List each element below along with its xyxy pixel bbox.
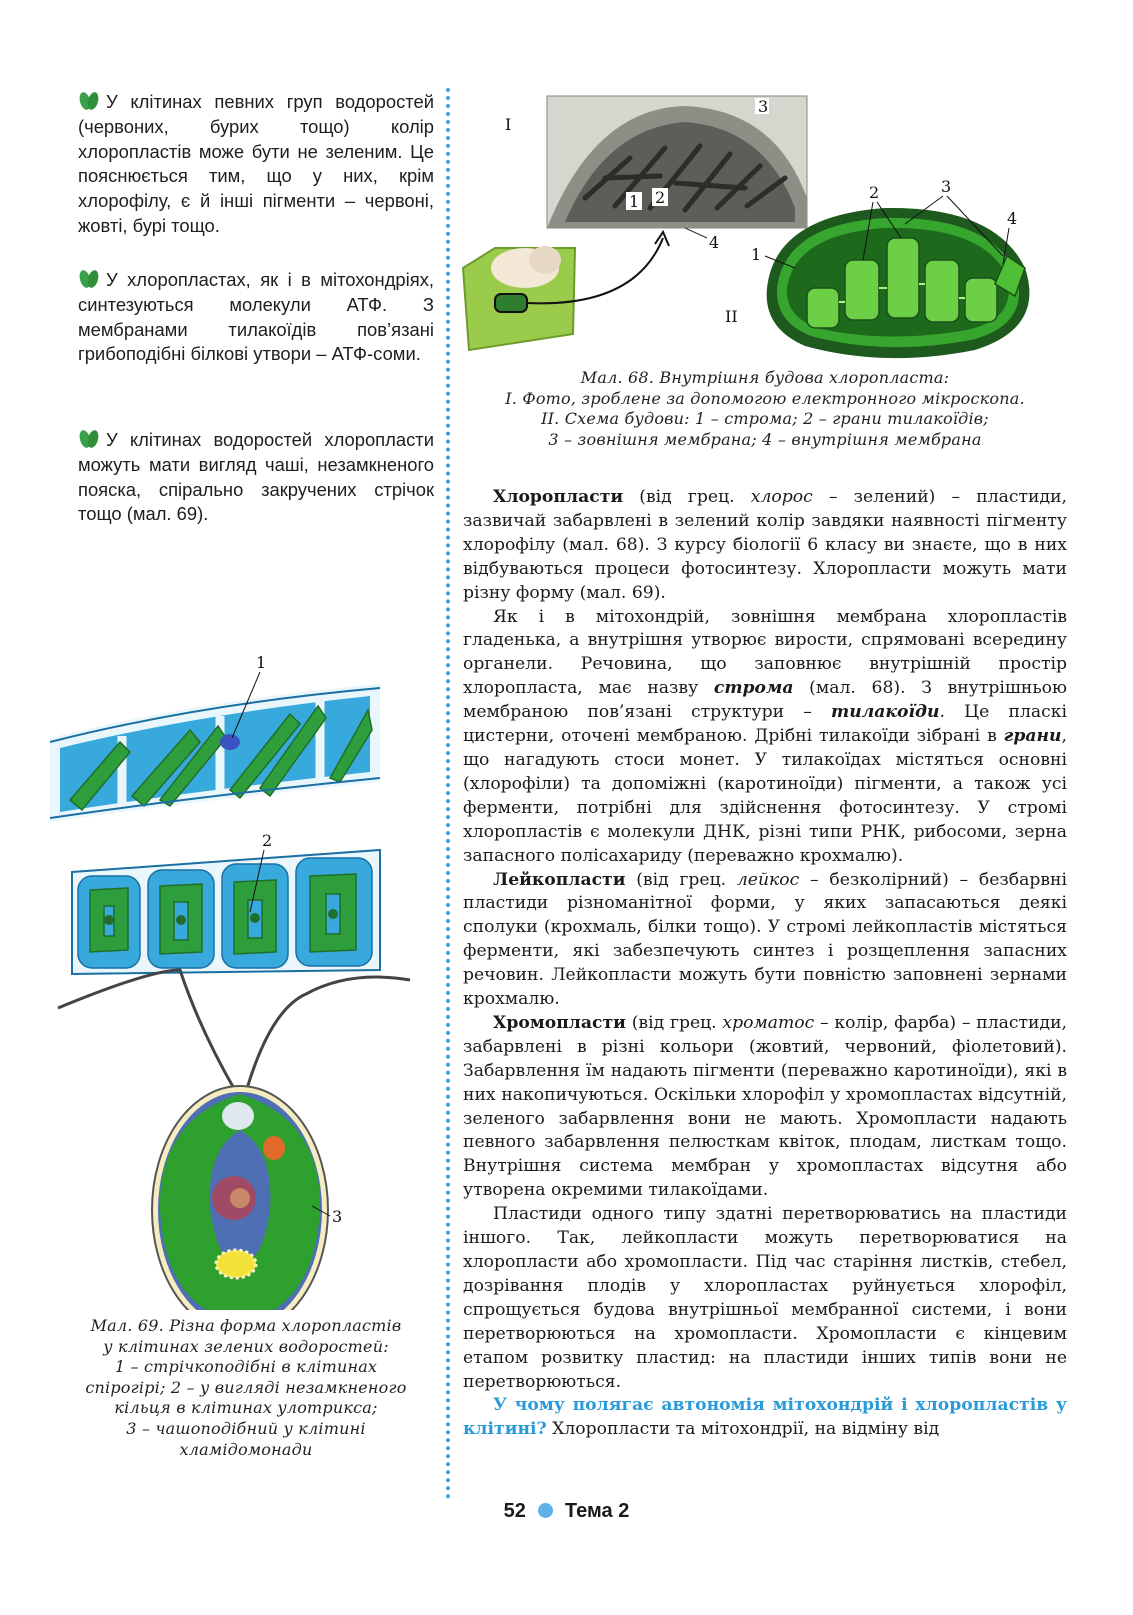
text-run: (мал. 68). З внутрішньою мембраною пов’язані структури –	[463, 678, 1067, 723]
greek-word: хроматос	[722, 1012, 815, 1033]
main-text	[463, 486, 1067, 1442]
term-chloroplasts: Хлоропласти	[493, 487, 624, 507]
column-divider	[446, 88, 450, 1500]
greek-word: лейкос	[736, 869, 800, 890]
caption-line: II. Схема будови: 1 – строма; 2 – грани тилакоїдів;	[541, 409, 989, 429]
term-chromoplasts: Хромопласти	[493, 1012, 626, 1033]
caption-line: у клітинах зелених водоростей:	[103, 1336, 389, 1356]
scheme-label-1: 1	[751, 245, 762, 264]
sidebar-note-text: У хлоропластах, як і в мітохондріях, синтезуються молекули АТФ. З мембранами тилакоїдів пов’язані грибоподібні білкові утвори – АТФ-соми.	[78, 269, 434, 365]
figure-68	[455, 88, 1075, 368]
chloroplast-scheme	[767, 208, 1030, 358]
caption-line: 3 – чашоподібний у клітині	[126, 1418, 366, 1438]
caption-line: Мал. 68. Внутрішня будова хлоропласта:	[580, 368, 950, 387]
sidebar-note-text: У клітинах певних груп водоростей (червоних, бурих тощо) колір хлоропластів може бути не зеленим. Це пояснюється тим, що у них, крім хлорофілу, є й інші пігменти – червоні, жовті, бурі тощо.	[78, 91, 434, 236]
paragraph-autonomy	[463, 1394, 1067, 1442]
term-thylakoids: тилакоїди	[831, 702, 940, 723]
chloroplast-illustration	[455, 88, 1075, 368]
scheme-label-4: 4	[1007, 209, 1018, 228]
greek-word: хлорос	[750, 487, 813, 507]
chlamydomonas-cell	[58, 970, 410, 1310]
figure-69-caption	[56, 1316, 436, 1460]
question-heading: У чому полягає автономія мітохондрій і хлоропластів у клітині?	[463, 1395, 1067, 1440]
text-run: , що нагадують стоси монет. У тилакоїдах містяться основні (хлорофіли) та допоміжні (каротиноїди) пігменти, а також усі ферменти, потрібні для здійснення фотосинтезу. У стромі хлоропластів є молекули ДНК, різні типи РНК, рибосоми, зерна запасного полісахариду (переважно крохмалю).	[463, 726, 1067, 866]
fig69-label-1: 1	[256, 653, 267, 672]
caption-line: 3 – зовнішня мембрана; 4 – внутрішня мембрана	[548, 429, 982, 449]
text-run: . Це пласкі цистерни, оточені мембраною. Дрібні тилакоїди зібрані в	[463, 702, 1067, 747]
em-label-3: 3	[758, 97, 769, 116]
paragraph-leucoplasts	[463, 869, 1067, 1012]
scheme-label-2: 2	[869, 183, 880, 202]
leaf-bullet-icon	[78, 429, 100, 449]
fig69-label-2: 2	[262, 831, 273, 850]
em-label-1: 1	[629, 192, 640, 211]
caption-line: 1 – стрічкоподібні в клітинах	[114, 1357, 378, 1377]
text-run: Хлоропласти та мітохондрії, на відміну від	[546, 1419, 940, 1440]
leaf-bullet-icon	[78, 269, 100, 289]
roman-label-2: II	[725, 307, 738, 326]
ulothrix-cells	[72, 850, 380, 974]
text-run: – зелений) – пластиди, зазвичай забарвлені в зелений колір завдяки наявності пігменту хлорофілу (мал. 68). З курсу біології 6 класу ви знаєте, що в них відбуваються процеси фотосинтезу. Хлоропласти можуть мати різну форму (мал. 69).	[463, 487, 1067, 603]
caption-line: хламідомонади	[179, 1439, 313, 1459]
caption-line: Мал. 69. Різна форма хлоропластів	[90, 1316, 402, 1335]
fig69-label-3: 3	[332, 1207, 343, 1226]
caption-line: спірогірі; 2 – у вигляді незамкненого	[85, 1377, 407, 1397]
text-run: (від грец.	[625, 1012, 723, 1033]
term-leucoplasts: Лейкопласти	[493, 869, 626, 890]
text-run: (від грец.	[623, 487, 751, 507]
leaf-bullet-icon	[78, 91, 100, 111]
plant-cell-drawing	[463, 246, 575, 350]
sidebar-note-2	[78, 268, 434, 367]
figure-69	[50, 650, 430, 1310]
paragraph-structure	[463, 606, 1067, 869]
paragraph-chromoplasts	[463, 1012, 1067, 1203]
em-label-4: 4	[709, 233, 720, 252]
text-run: (від грец.	[625, 869, 737, 890]
sidebar-note-3	[78, 428, 434, 527]
paragraph-transformation: Пластиди одного типу здатні перетворюватись на пластиди іншого. Так, лейкопласти можуть перетворюватися на хлоропласти або хромопласти. Під час старіння листків, стебел, дозрівання плодів у хлоропластах руйнується хлорофіл, спрощується будова внутрішньої мембранної системи, і вони перетворюються на хромопласти. Хромопласти є кінцевим етапом розвитку пластид: на пластиди інших типів вони не перетворюються.	[463, 1204, 1067, 1392]
page-number: 52	[503, 1500, 526, 1522]
spirogyra-cells	[50, 684, 380, 822]
roman-label-1: I	[505, 115, 512, 134]
text-run: – колір, фарба) – пластиди, забарвлені в різні кольори (жовтий, червоний, фіолетовий). Забарвлення їм надають пігменти (переважно каротиноїди), які в них накопичуються. Оскільки хлорофіл у хромопластах відсутній, зеленого забарвлення вони не мають. Хромопласти надають певного забарвлення пелюсткам квіток, плодам, листкам тощо. Внутрішня система мембран у хромопластах відсутня або утворена окремими тилакоїдами.	[463, 1012, 1067, 1201]
caption-line: кільця в клітинах улотрикса;	[114, 1398, 378, 1418]
figure-68-caption	[455, 368, 1075, 450]
footer-dot-icon	[538, 1503, 553, 1518]
page-footer	[0, 1500, 1133, 1523]
em-label-2: 2	[655, 188, 666, 207]
sidebar-note-text: У клітинах водоростей хлоропласти можуть мати вигляд чаші, незамкненого пояска, спірально закручених стрічок тощо (мал. 69).	[78, 429, 434, 525]
topic-label: Тема 2	[564, 1500, 630, 1522]
term-stroma: строма	[713, 678, 794, 699]
sidebar-note-1	[78, 90, 434, 239]
paragraph-chloroplasts	[463, 486, 1067, 606]
text-run: – безколірний) – безбарвні пластиди різноманітної форми, у яких запасаються деякі сполуки (крохмаль, білки тощо). У стромі лейкопластів містяться ферменти, які забезпечують синтез і розщеплення запасних речовин. Лейкопласти можуть бути повністю заповнені зернами крохмалю.	[463, 869, 1068, 1010]
caption-line: I. Фото, зроблене за допомогою електронного мікроскопа.	[505, 388, 1025, 408]
term-grana: грани	[1003, 726, 1062, 747]
algae-illustration	[50, 650, 430, 1310]
text-run: Як і в мітохондрій, зовнішня мембрана хлоропластів гладенька, а внутрішня утворює вирости, спрямовані всередину органели. Речовина, що заповнює внутрішній простір хлоропласта, має назву	[463, 606, 1067, 699]
scheme-label-3: 3	[941, 177, 952, 196]
